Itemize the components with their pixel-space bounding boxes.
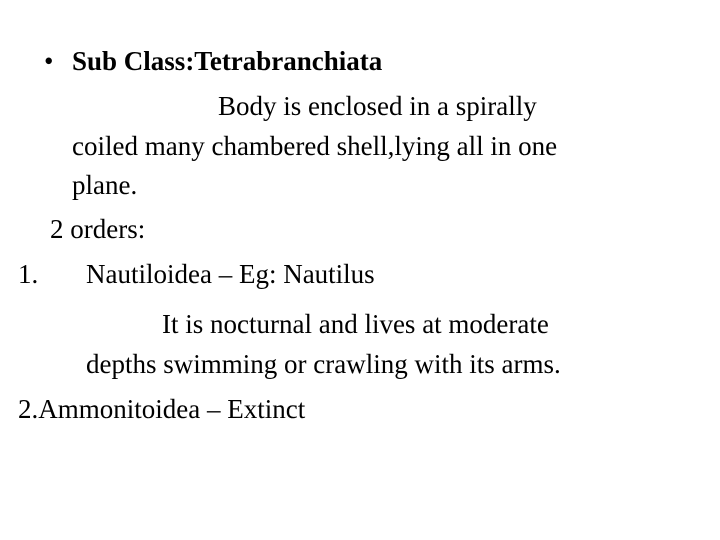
orders-label: 2 orders: — [50, 214, 146, 244]
order-1-description-line-2: depths swimming or crawling with its arms. — [86, 349, 561, 379]
order-1-title: Nautiloidea – Eg: Nautilus — [86, 259, 375, 289]
subclass-heading: Sub Class:Tetrabranchiata — [72, 46, 383, 76]
order-1-number: 1. — [18, 259, 39, 289]
order-2-title: 2.Ammonitoidea – Extinct — [18, 394, 306, 424]
bullet-icon: • — [44, 46, 54, 76]
description-line-3: plane. — [72, 170, 138, 200]
order-1-description-line-1: It is nocturnal and lives at moderate — [162, 309, 549, 339]
description-line-2: coiled many chambered shell,lying all in one — [72, 131, 558, 161]
description-line-1: Body is enclosed in a spirally — [218, 91, 537, 121]
